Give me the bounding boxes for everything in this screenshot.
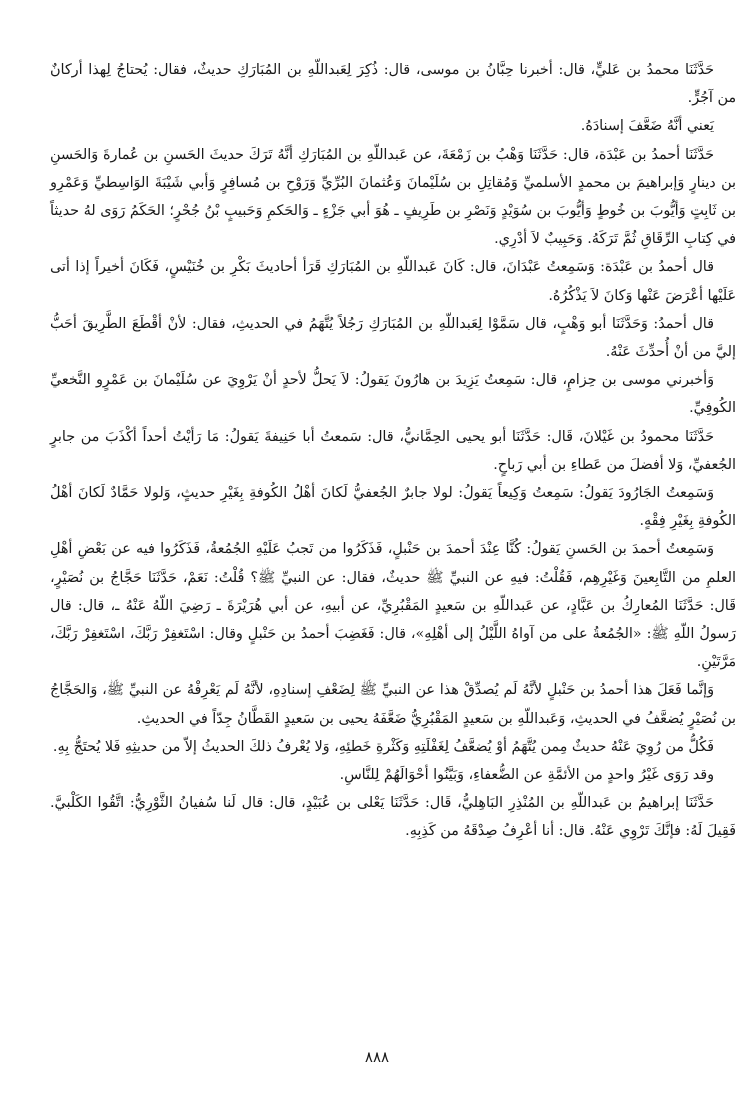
paragraph: فَكُلُّ من رُوِيَ عَنْهُ حديثٌ مِمن يُتَّهَمُ أوْ يُضعَّفُ لِغَفْلَتِهِ وَكَثْرةِ خَطئِهِ، وَلا يُعْرفُ ذلكَ الحديثُ إلاّ من حديثِهِ فَلا يُحتَجُّ بِهِ. — [52, 738, 714, 755]
paragraph: وَأخبرني موسى بن حِزامٍ، قال: سَمِعتُ يَزِيدَ بن هارُونَ يَقولُ: لاَ يَحلُّ لأحدٍ أنْ يَرْوِيَ عن سُلَيْمانَ بن عَمْرٍو النَّخعيِّ الكُوفِيِّ. — [50, 372, 736, 417]
paragraph: وَسَمِعتُ الجَارُودَ يَقولُ: سَمِعتُ وَكِيعاً يَقولُ: لولا جابرٌ الجُعفيُّ لَكانَ أهْلُ الكُوفةِ بِغَيْرِ حديثٍ، وَلولا حَمَّادٌ لَكانَ أهْلُ الكُوفةِ بِغَيْرِ فِقْهٍ. — [50, 485, 736, 530]
paragraph: قال أحمدُ: وَحَدَّثَنَا أبو وَهْبٍ، قال سَمَّوْا لِعَبداللّهِ بن المُبَارَكِ رَجُلاً يُتَّهَمُ في الحديثِ، فقال: لأنْ أقْطَعَ الطَّرِيقَ أحَبُّ إليَّ من أنْ أُحدِّثَ عَنْهُ. — [50, 315, 736, 361]
paragraph: حَدَّثَنَا محمدُ بن عَليٍّ، قال: أخبرنا حِبَّانُ بن موسى، قال: ذُكِرَ لِعَبداللّهِ بن المُبَارَكِ حديثٌ، فقال: يُحتاجُ لِهذا أركانٌ من آجُرٍّ. — [50, 62, 736, 107]
paragraph: حَدَّثَنَا إبراهيمُ بن عَبداللّهِ بن المُنْذِرِ البَاهِليُّ، قَال: حَدَّثَنَا يَعْلى بن عُبَيْدٍ، قال: قال لَنا سُفيانُ الثَّوْرِيُّ: اتَّقُوا الكَلْبيَّ. فَقِيلَ لَهُ: فإنَّكَ تَرْوِي عَنْهُ. قال: أنا أعْرِفُ صِدْقَهُ من كَذِبِهِ. — [50, 795, 736, 840]
paragraph: قال أحمدُ بن عَبْدَة: وَسَمِعتُ عَبْدَانَ، قال: كَانَ عَبداللّهِ بن المُبَارَكِ قَرَأ أحاديثَ بَكْرِ بن خُنَيْسٍ، فَكَانَ أخيراً إذا أتى عَلَيْها أعْرَضَ عَنْها وَكانَ لاَ يَذْكُرُهُ. — [50, 259, 736, 304]
paragraph: وَسَمِعتُ أحمدَ بن الحَسنِ يَقولُ: كُنَّا عِنْدَ أحمدَ بن حَنْبلٍ، فَذَكَرُوا من تَجبُ عَلَيْهِ الجُمُعةُ، فَذَكَرُوا فيه عن بَعْضِ أهْلِ العلمِ من التَّابِعينَ وَغَيْرِهِم، فَقُلْتُ: فيهِ عن النبيِّ ﷺ حديثٌ، فقال: عن النبيِّ ﷺ؟ قُلْتُ: نَعَمْ، حَدَّثَنَا حَجَّاجُ بن نُصَيْرٍ، قَال: حَدَّثَنَا المُعارِكُ بن عَبَّادٍ، عن عَبداللّهِ بن سَعيدٍ المَقْبُرِيِّ، عن أبيهِ، عن أبي هُرَيْرَةَ ـ رَضِيَ اللّهُ عَنْهُ ـ، قال: قال رَسولُ اللّهِ ﷺ: «الجُمُعةُ على من آواهُ اللَّيْلُ إلى أهْلِهِ»، قال: فَغَضِبَ أحمدُ بن حَنْبلٍ وقال: اسْتَغفِرْ رَبَّكَ، اسْتَغفِرْ رَبَّكَ، مَرَّتَيْنِ. — [50, 541, 736, 671]
paragraph: حَدَّثَنَا أحمدُ بن عَبْدَة، قال: حَدَّثَنَا وَهْبُ بن زَمْعَةَ، عن عَبداللّهِ بن المُبَارَكِ أنَّهُ تَرَكَ حديثَ الحَسنِ بن عُمارةَ وَالحَسنِ بن دينارٍ وَإبراهيمَ بن محمدٍ الأسلميِّ وَمُقاتِلِ بن سُلَيْمانَ وَعُثمانَ البُرِّيِّ وَرَوْحِ بن مُسافِرٍ وَأبي شَيْبَةَ الوَاسِطيِّ وَعَمْرِو بن ثَابِتٍ وَأيُّوبَ بن خُوطٍ وَأيُّوبَ بن سُوَيْدٍ وَنَصْرِ بن طَرِيفٍ ـ هُوَ أبي جَزْءٍ ـ وَالحَكمِ وَحَبيبٍ بْنُ جُحْرٍ؛ الحَكَمُ رَوَى لهُ حديثاً في كِتابِ الرِّقَاقِ ثُمَّ تَرَكَهُ. وَحَبِيبٌ لاَ أدْرِي. — [50, 146, 736, 248]
page-body — [50, 56, 736, 1046]
paragraph: حَدَّثَنَا محمودُ بن غَيْلانَ، قَال: حَدَّثَنَا أبو يحيى الحِمَّانيُّ، قال: سَمعتُ أبا حَنِيفةَ يَقولُ: مَا رَأيْتُ أحداً أكْذَبَ من جابرٍ الجُعفيِّ، وَلا أفضلَ من عَطاءِ بن أبي رَباحٍ. — [50, 428, 736, 473]
paragraph: يَعني أنَّهُ ضَعَّفَ إسنادَهُ. — [580, 118, 714, 135]
paragraph: وَإنَّما فَعَلَ هذا أحمدُ بن حَنْبلٍ لأنَّهُ لَم يُصدِّقْ هذا عن النبيِّ ﷺ لِضَعْفِ إسنادِهِ، لأنَّهُ لَم يَعْرِفْهُ عن النبيِّ ﷺ، وَالحَجَّاجُ بن نُصَيْرٍ يُضعَّفُ في الحديثِ، وَعَبداللّهِ بن سَعيدٍ المَقْبُرِيُّ ضَعَّفَهُ يحيى بن سَعيدٍ القَطَّانُ جِدّاً في الحديثِ. — [50, 682, 736, 727]
paragraph: وقد رَوَى غَيْرُ واحدٍ من الأئمَّةِ عن الضُّعفاءِ، وَبَيَّنُوا أحْوَالَهُمْ لِلنَّاسِ. — [339, 767, 714, 784]
page-number: ٨٨٨ — [364, 1048, 390, 1066]
